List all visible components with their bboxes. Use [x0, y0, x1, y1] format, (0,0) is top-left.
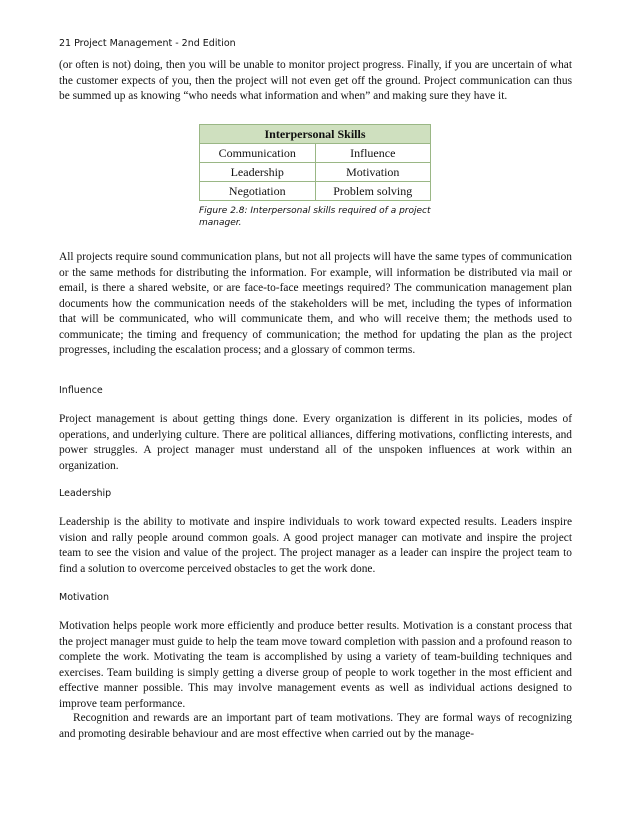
table-cell: Problem solving	[315, 182, 431, 201]
table-cell: Communication	[200, 144, 316, 163]
table-row	[200, 182, 431, 201]
paragraph-leadership: Leadership is the ability to motivate and inspire individuals to work toward expected results. Leaders inspire vision and rally people around common goals. A good project manager can motivate and inspire the project team to see the vision and value of the project. The project manager as a leader can inspire the project team to find a solution to overcome perceived obstacles to get the work done.	[59, 516, 572, 575]
table-cell: Negotiation	[200, 182, 316, 201]
running-head: 21 Project Management - 2nd Edition	[59, 38, 236, 49]
table-cell: Motivation	[315, 163, 431, 182]
table-row	[200, 163, 431, 182]
table-header-row	[200, 125, 431, 144]
table-row	[200, 144, 431, 163]
section-heading-leadership: Leadership	[59, 488, 112, 499]
table-cell: Influence	[315, 144, 431, 163]
interpersonal-skills-table	[199, 124, 431, 201]
paragraph-recognition: Recognition and rewards are an important part of team motivations. They are formal ways of recognizing and promoting desirable behaviour and are most effective when carried out by the manage-	[59, 712, 572, 740]
table-title: Interpersonal Skills	[200, 125, 431, 144]
figure-interpersonal-skills	[199, 124, 431, 229]
section-heading-motivation: Motivation	[59, 592, 110, 603]
paragraph-communication-plan: All projects require sound communication plans, but not all projects will have the same types of communication or the same methods for distributing the information. For example, will information be distributed via mail or email, is there a shared website, or are face-to-face meetings required? The communication management plan documents how the communication needs of the stakeholders will be met, including the types of information that will be communicated, who will communicate them, and who will receive them; the methods used to communicate; the timing and frequency of communication; the method for updating the plan as the project progresses, including the escalation process; and a glossary of common terms.	[59, 251, 572, 356]
section-heading-influence: Influence	[59, 385, 103, 396]
table-cell: Leadership	[200, 163, 316, 182]
paragraph-motivation: Motivation helps people work more efficiently and produce better results. Motivation is a constant process that the project manager must guide to help the team move toward completion with passion and a profound reason to complete the work. Motivating the team is accomplished by using a variety of team-building techniques and exercises. Team building is simply getting a diverse group of people to work together in the most efficient and effective manner possible. This may involve management events as well as individual actions designed to improve team performance.	[59, 620, 572, 710]
paragraph-influence: Project management is about getting things done. Every organization is different in its policies, modes of operations, and underlying culture. There are political alliances, differing motivations, conflicting interests, and power struggles. A project manager must understand all of the unspoken influences at work within an organization.	[59, 413, 572, 472]
paragraph-intro: (or often is not) doing, then you will be unable to monitor project progress. Finally, if you are uncertain of what the customer expects of you, then the project will not even get off the ground. Project communication can thus be summed up as knowing “who needs what information and when” and making sure they have it.	[59, 59, 572, 102]
figure-caption: Figure 2.8: Interpersonal skills required of a project manager.	[199, 206, 431, 228]
